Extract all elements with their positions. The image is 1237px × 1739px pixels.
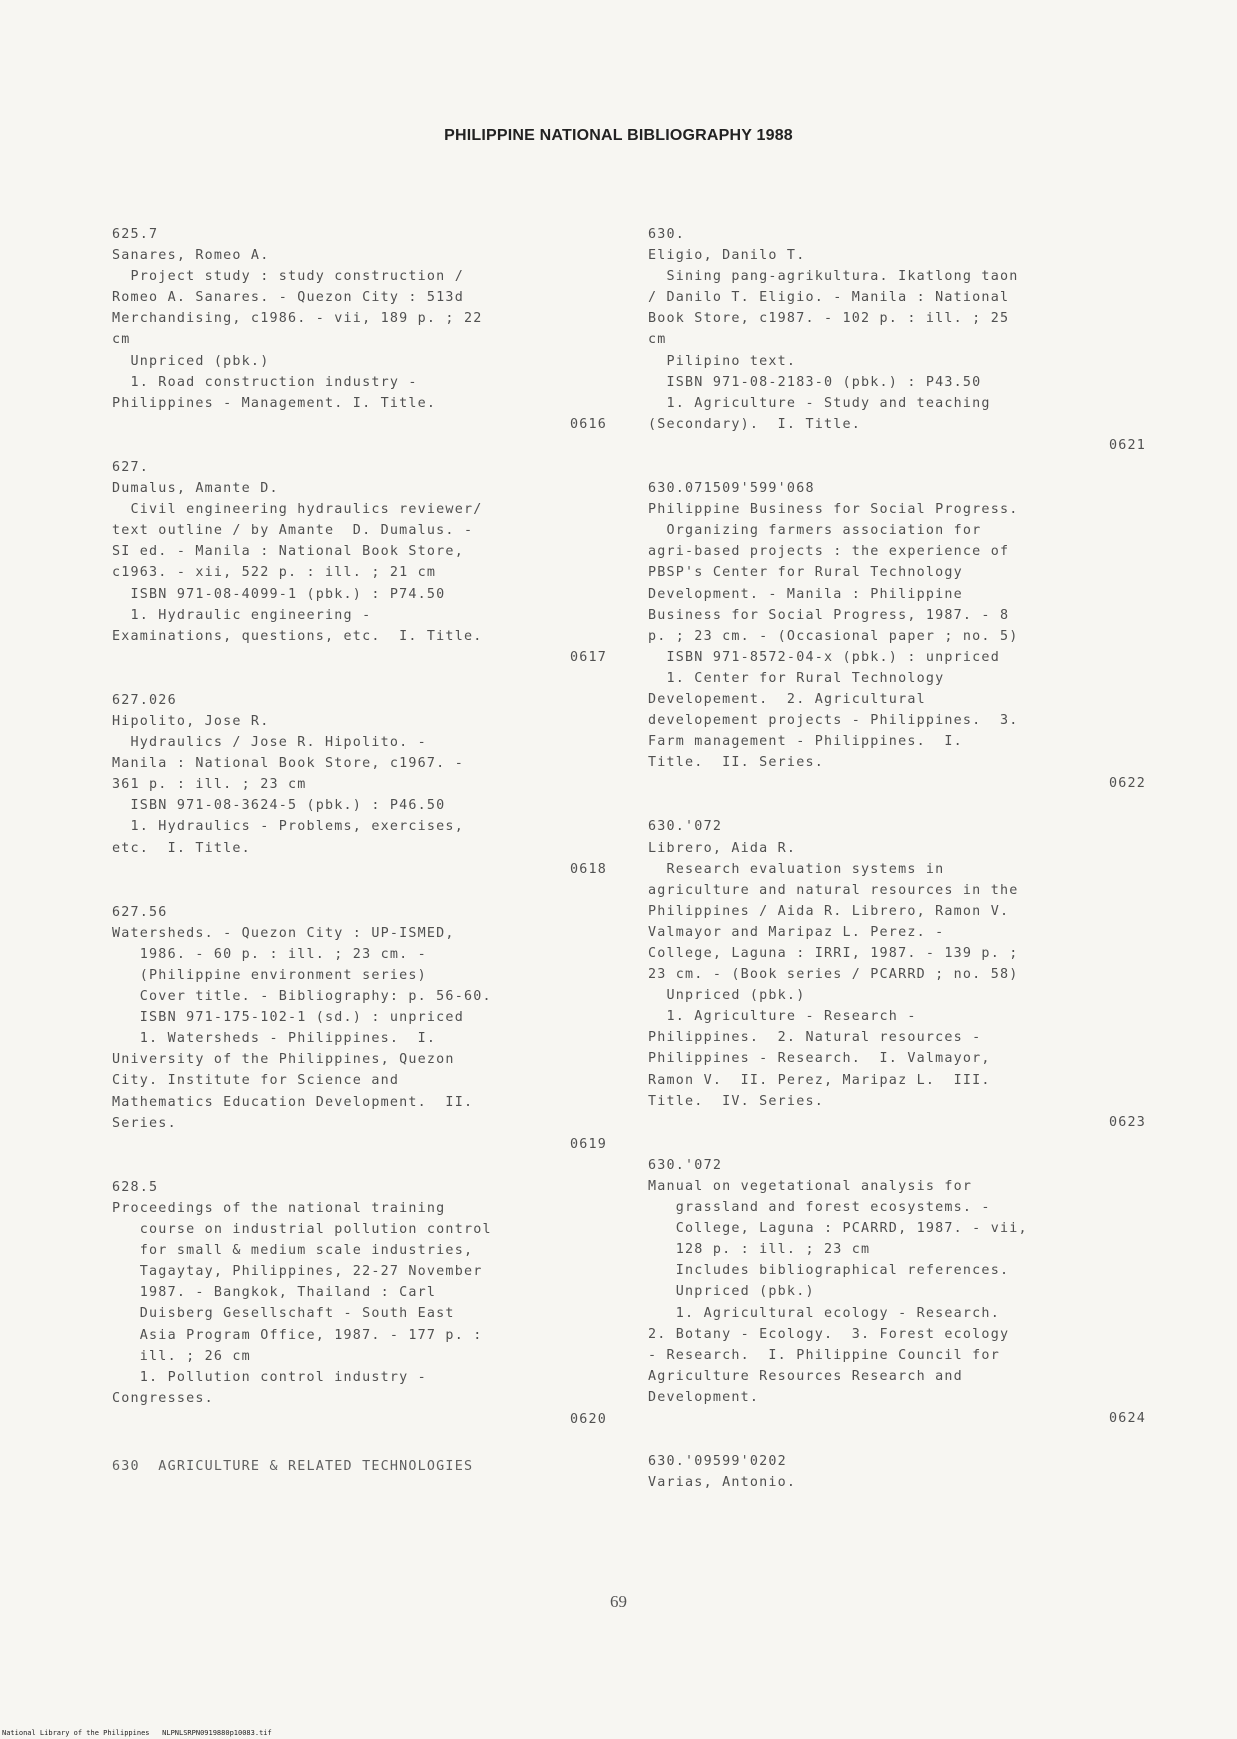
entry-line: PBSP's Center for Rural Technology (648, 565, 963, 581)
entry-line: Book Store, c1987. - 102 p. : ill. ; 25 (648, 311, 1010, 327)
entry-line: Varias, Antonio. (648, 1475, 797, 1491)
entry-code: 0623 (1108, 1114, 1146, 1130)
entry-line: Duisberg Gesellschaft - South East (112, 1306, 455, 1322)
entry-line: 1. Hydraulics - Problems, exercises, (112, 819, 464, 835)
entry-line: ISBN 971-08-3624-5 (pbk.) : P46.50 (112, 798, 446, 814)
entry-line: Librero, Aida R. (648, 840, 797, 856)
entry-line: Tagaytay, Philippines, 22-27 November (112, 1264, 483, 1280)
bibliography-entry (648, 1451, 1146, 1493)
entry-line: agriculture and natural resources in the (648, 882, 1019, 898)
entry-line: Dumalus, Amante D. (112, 481, 279, 497)
entry-line: 1987. - Bangkok, Thailand : Carl (112, 1285, 437, 1301)
entry-line: Cover title. - Bibliography: p. 56-60. (112, 989, 492, 1005)
entry-code: 0618 (569, 861, 607, 877)
entry-line: SI ed. - Manila : National Book Store, (112, 544, 464, 560)
entry-line: Project study : study construction / (112, 269, 464, 285)
classification-number: 628.5 (112, 1179, 159, 1195)
classification-number: 630. (648, 227, 686, 242)
entry-line: Civil engineering hydraulics reviewer/ (112, 502, 483, 518)
bibliography-entry (112, 902, 607, 1155)
bibliography-entry (112, 1177, 607, 1430)
bibliography-entry (648, 224, 1146, 456)
entry-code: 0621 (1108, 437, 1146, 453)
entry-line: 1. Pollution control industry - (112, 1369, 427, 1385)
entry-line: Proceedings of the national training (112, 1200, 446, 1216)
entry-line: Title. II. Series. (648, 755, 824, 771)
entry-line: c1963. - xii, 522 p. : ill. ; 21 cm (112, 565, 437, 581)
entry-line: Farm management - Philippines. I. (648, 734, 963, 750)
entry-line: Congresses. (112, 1390, 214, 1406)
entry-line: Includes bibliographical references. (648, 1263, 1010, 1279)
entry-line: Pilipino text. (648, 353, 797, 369)
entry-line: grassland and forest ecosystems. - (648, 1200, 991, 1216)
classification-number: 625.7 (112, 227, 159, 242)
entry-line: (Philippine environment series) (112, 968, 427, 983)
entry-line: 1. Hydraulic engineering - (112, 607, 372, 623)
entry-line: Philippines. 2. Natural resources - (648, 1030, 982, 1046)
entry-line: - Research. I. Philippine Council for (648, 1347, 1000, 1363)
entry-line: Unpriced (pbk.) (648, 988, 806, 1004)
entry-line: ISBN 971-8572-04-x (pbk.) : unpriced (648, 649, 1000, 665)
entry-line: 23 cm. - (Book series / PCARRD ; no. 58) (648, 967, 1019, 983)
bibliography-entry (112, 457, 607, 668)
entry-line: course on industrial pollution control (112, 1222, 492, 1238)
right-column (648, 224, 1146, 1493)
entry-line: ISBN 971-08-2183-0 (pbk.) : P43.50 (648, 374, 982, 390)
entry-line: Manual on vegetational analysis for (648, 1178, 973, 1194)
entry-line: for small & medium scale industries, (112, 1243, 474, 1259)
entry-line: Unpriced (pbk.) (648, 1284, 815, 1300)
entry-line: 1. Watersheds - Philippines. I. (112, 1031, 437, 1047)
entry-line: Ramon V. II. Perez, Maripaz L. III. (648, 1072, 991, 1088)
entry-line: 1. Agricultural ecology - Research. (648, 1305, 1000, 1321)
entry-line: 1. Road construction industry - (112, 374, 418, 390)
entry-code: 0624 (1108, 1410, 1146, 1426)
entry-line: Agriculture Resources Research and (648, 1368, 963, 1384)
entry-line: Valmayor and Maripaz L. Perez. - (648, 924, 945, 940)
classification-number: 630.'072 (648, 819, 723, 835)
entry-line: developement projects - Philippines. 3. (648, 713, 1019, 729)
entry-line: ill. ; 26 cm (112, 1348, 251, 1364)
entry-line: Manila : National Book Store, c1967. - (112, 756, 464, 772)
entry-line: etc. I. Title. (112, 840, 251, 856)
entry-line: (Secondary). I. Title. (648, 416, 862, 432)
entry-line: text outline / by Amante D. Dumalus. - (112, 523, 474, 539)
entry-line: Research evaluation systems in (648, 861, 945, 877)
entry-line: Unpriced (pbk.) (112, 353, 270, 369)
entry-line: / Danilo T. Eligio. - Manila : National (648, 290, 1010, 306)
entry-line: Development. (648, 1389, 760, 1405)
entry-line: Business for Social Progress, 1987. - 8 (648, 607, 1010, 623)
page-number: 69 (610, 1592, 627, 1611)
entry-line: Romeo A. Sanares. - Quezon City : 513d (112, 290, 464, 306)
section-heading: 630 AGRICULTURE & RELATED TECHNOLOGIES (112, 1458, 474, 1474)
entry-line: agri-based projects : the experience of (648, 544, 1010, 560)
entry-line: 1. Agriculture - Research - (648, 1009, 917, 1025)
entry-line: Watersheds. - Quezon City : UP-ISMED, (112, 925, 455, 941)
entry-line: 1. Center for Rural Technology (648, 670, 945, 686)
entry-line: cm (648, 332, 667, 348)
entry-line: Developement. 2. Agricultural (648, 691, 926, 707)
bibliography-entry (648, 478, 1146, 794)
entry-line: Series. (112, 1115, 177, 1131)
classification-number: 630.'09599'0202 (648, 1454, 787, 1470)
classification-number: 627. (112, 459, 150, 475)
classification-number: 627.026 (112, 692, 177, 708)
entry-line: Hipolito, Jose R. (112, 713, 270, 729)
entry-line: Development. - Manila : Philippine (648, 586, 963, 602)
entry-line: 128 p. : ill. ; 23 cm (648, 1242, 871, 1258)
classification-number: 627.56 (112, 904, 168, 920)
entry-line: Philippines / Aida R. Librero, Ramon V. (648, 903, 1010, 919)
entry-line: University of the Philippines, Quezon (112, 1052, 455, 1068)
entry-line: cm (112, 332, 131, 348)
entry-code: 0619 (569, 1136, 607, 1152)
entry-line: Title. IV. Series. (648, 1093, 824, 1109)
entry-code: 0620 (569, 1411, 607, 1427)
entry-line: 361 p. : ill. ; 23 cm (112, 777, 307, 793)
entry-line: Sanares, Romeo A. (112, 248, 270, 264)
page-title: PHILIPPINE NATIONAL BIBLIOGRAPHY 1988 (444, 127, 793, 144)
classification-number: 630.'072 (648, 1157, 723, 1173)
entry-line: ISBN 971-08-4099-1 (pbk.) : P74.50 (112, 586, 446, 602)
entry-line: Eligio, Danilo T. (648, 248, 806, 264)
entry-line: City. Institute for Science and (112, 1073, 400, 1089)
footer-note: National Library of the Philippines NLPNLSRPN0919880p10083.tif (2, 1729, 272, 1737)
entry-code: 0622 (1108, 776, 1146, 792)
entry-line: 1. Agriculture - Study and teaching (648, 395, 991, 411)
entry-line: Asia Program Office, 1987. - 177 p. : (112, 1327, 483, 1343)
entry-line: Philippines - Management. I. Title. (112, 395, 437, 411)
entry-line: Mathematics Education Development. II. (112, 1094, 474, 1110)
entry-line: 1986. - 60 p. : ill. ; 23 cm. - (112, 946, 427, 962)
entry-code: 0617 (569, 649, 607, 665)
entry-line: College, Laguna : IRRI, 1987. - 139 p. ; (648, 946, 1019, 961)
entry-line: ISBN 971-175-102-1 (sd.) : unpriced (112, 1010, 464, 1026)
entry-line: College, Laguna : PCARRD, 1987. - vii, (648, 1221, 1028, 1237)
entry-line: Merchandising, c1986. - vii, 189 p. ; 22 (112, 311, 483, 327)
left-column (112, 224, 607, 1477)
entry-line: Philippines - Research. I. Valmayor, (648, 1051, 991, 1067)
entry-line: Philippine Business for Social Progress. (648, 502, 1019, 518)
bibliography-entry (112, 690, 607, 880)
entry-line: Organizing farmers association for (648, 523, 982, 539)
classification-number: 630.071509'599'068 (648, 481, 815, 497)
entry-code: 0616 (569, 416, 607, 432)
entry-line: Sining pang-agrikultura. Ikatlong taon (648, 269, 1019, 285)
bibliography-entry (648, 1155, 1146, 1429)
bibliography-entry (112, 224, 607, 435)
entry-line: p. ; 23 cm. - (Occasional paper ; no. 5) (648, 628, 1019, 644)
entry-line: Hydraulics / Jose R. Hipolito. - (112, 735, 427, 751)
entry-line: 2. Botany - Ecology. 3. Forest ecology (648, 1326, 1010, 1342)
bibliography-entry (648, 816, 1146, 1132)
entry-line: Examinations, questions, etc. I. Title. (112, 628, 483, 644)
